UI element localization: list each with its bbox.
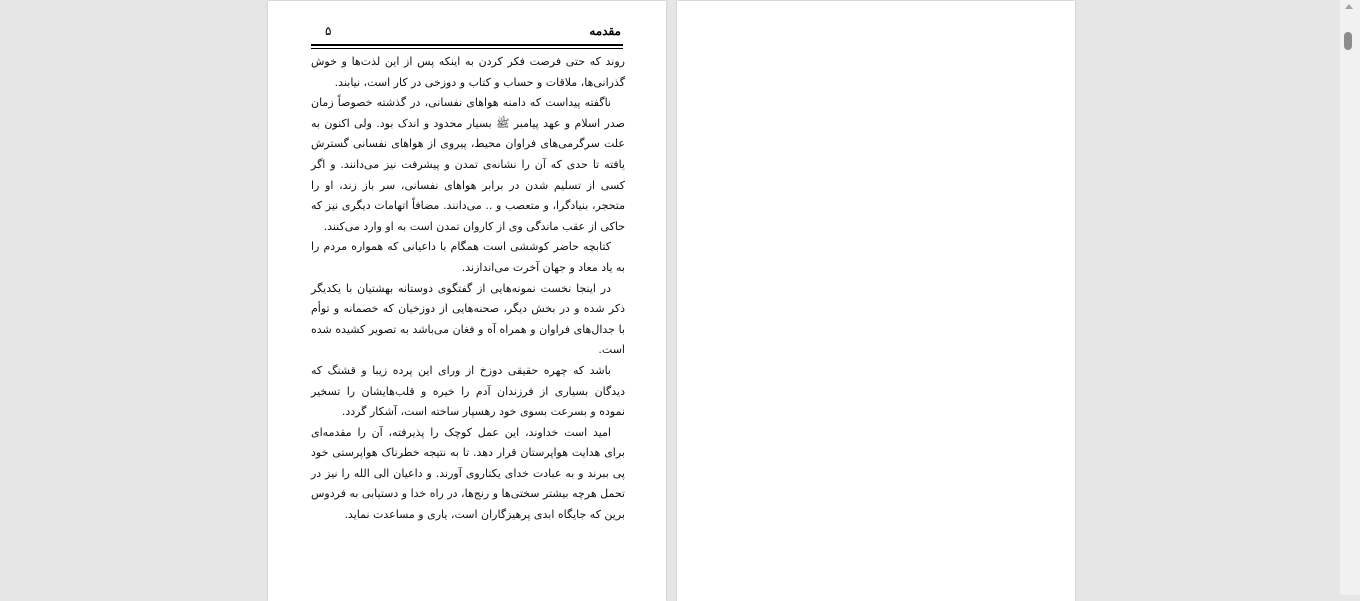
paragraph: امید است خداوند، این عمل کوچک را پذیرفته، آن را مقدمه‌ای برای هدایت هواپرستان قرار دهد. تا به نتیجه خطرناک هواپرستی خود پی ببرند و به عبادت خدای یکتاروی آورند. و داعیان الی الله را نیز در تحمل هرچه بیشتر سختی‌ها و رنج‌ها، در راه خدا و دستیابی به فردوس برین که جایگاه ابدی پرهیزگاران است، یاری و مساعدت نماید. [311, 425, 625, 522]
header-rule-thin [311, 48, 623, 49]
page-5 [268, 1, 666, 601]
header-rule [311, 44, 623, 46]
page-number: ۵ [325, 24, 332, 38]
page-blank [677, 1, 1075, 601]
paragraph: روند که حتی فرصت فکر کردن به اینکه پس از این لذت‌ها و خوش گذرانی‌ها، ملاقات و حساب و کتاب و دوزخی در کار است، نیابند. [311, 55, 625, 89]
paragraph: در اینجا نخست نمونه‌هایی از گفتگوی دوستانه بهشتیان با یکدیگر ذکر شده و در بخش دیگر، صحنه‌هایی از دوزخیان که خصمانه و توأم با جدال‌های فراوان و همراه آه و فغان می‌باشد به تصویر کشیده شده است. [311, 281, 625, 357]
paragraph: باشد که چهره حقیقی دوزخ از ورای این پرده زیبا و قشنگ که دیدگان بسیاری از فرزندان آدم را خیره و قلب‌هایشان را تسخیر نموده و بسرعت بسوی خود رهسپار ساخته است، آشکار گردد. [311, 363, 625, 419]
page-header [311, 23, 623, 47]
page-body [311, 52, 625, 526]
vertical-scrollbar[interactable] [1340, 0, 1360, 595]
running-title: مقدمه [589, 24, 621, 38]
scroll-up-arrow-icon[interactable] [1345, 4, 1353, 9]
paragraph: کتابچه حاضر کوششی است همگام با داعیانی که همواره مردم را به یاد معاد و جهان آخرت می‌اندازند. [311, 240, 625, 274]
paragraph: ناگفته پیداست که دامنه هواهای نفسانی، در گذشته خصوصاً زمان صدر اسلام و عهد پیامبر ﷺ بسیار محدود و اندک بود. ولی اکنون به علت سرگرمی‌های فراوان محیط، پیروی از هواهای نفسانی گسترش یافته تا حدی که آن را نشانه‌ی تمدن و پیشرفت نیز می‌دانند. و اگر کسی از تسلیم شدن در برابر هواهای نفسانی، سر باز زند، او را متحجر، بنیادگرا، و متعصب و .. می‌دانند. مضافاً اتهامات دیگری نیز که حاکی از عقب ماندگی وی از کاروان تمدن است به او وارد می‌کنند. [311, 96, 625, 233]
scroll-thumb[interactable] [1344, 32, 1352, 50]
